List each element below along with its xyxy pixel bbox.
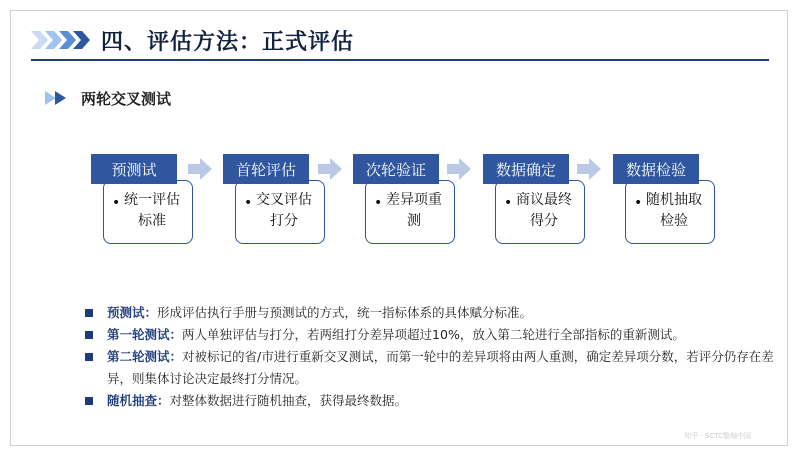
step-body-text: 交叉评估打分 (256, 192, 312, 229)
play-arrow-icon (45, 91, 73, 105)
note-term: 第二轮测试 (107, 349, 170, 364)
chevrons-icon (31, 31, 93, 49)
flow-arrow-icon (318, 158, 342, 180)
note-item (85, 390, 775, 412)
note-sep: ： (169, 349, 183, 364)
square-bullet-icon (85, 309, 93, 317)
step-head: 首轮评估 (223, 154, 309, 184)
bullet-dot: • (244, 195, 253, 211)
flow-arrow-icon (577, 158, 601, 180)
watermark: 知乎 · SCTC整编中国 (684, 432, 751, 440)
page-title: 四、评估方法：正式评估 (101, 30, 355, 55)
square-bullet-icon (85, 353, 93, 361)
step-body (365, 180, 455, 244)
square-bullet-icon (85, 397, 93, 405)
note-sep: ： (157, 393, 170, 408)
slide (10, 10, 788, 446)
flow-arrow-icon (447, 158, 471, 180)
step-body-text: 商议最终得分 (516, 192, 572, 229)
note-sep: ： (144, 305, 158, 320)
step-head: 数据确定 (483, 154, 569, 184)
note-term: 第一轮测试 (107, 327, 170, 342)
square-bullet-icon (85, 331, 93, 339)
note-text: 形成评估执行手册与预测试的方式，统一指标体系的具体赋分标准。 (157, 305, 533, 320)
flow-arrow-icon (188, 158, 212, 180)
header-divider (31, 59, 769, 61)
bullet-dot: • (112, 195, 121, 211)
step-head: 次轮验证 (353, 154, 439, 184)
step-body (235, 180, 325, 244)
step-body-text: 随机抽取检验 (646, 192, 702, 229)
bullet-dot: • (634, 195, 643, 211)
note-item (85, 302, 775, 324)
step-body-text: 统一评估标准 (124, 192, 180, 229)
step-head: 数据检验 (613, 154, 699, 184)
notes-list (85, 302, 775, 412)
step-body (625, 180, 715, 244)
section-title: 两轮交叉测试 (81, 90, 172, 108)
bullet-dot: • (504, 195, 513, 211)
note-text: 两人单独评估与打分，若两组打分差异项超过10%，放入第二轮进行全部指标的重新测试。 (182, 327, 685, 342)
bullet-dot: • (374, 195, 383, 211)
header (11, 11, 787, 61)
note-sep: ： (169, 327, 183, 342)
note-text: 对被标记的省/市进行重新交叉测试，而第一轮中的差异项将由两人重测，确定差异项分数，若评分仍存在差异，则集体讨论决定最终打分情况。 (107, 349, 774, 386)
note-term: 预测试 (107, 305, 145, 320)
note-term: 随机抽查 (107, 393, 158, 408)
step-head: 预测试 (91, 154, 177, 184)
step-body (495, 180, 585, 244)
step-body-text: 差异项重测 (386, 192, 442, 229)
step-body (103, 180, 193, 244)
note-item (85, 324, 775, 346)
note-item (85, 346, 775, 390)
note-text: 对整体数据进行随机抽查，获得最终数据。 (169, 393, 408, 408)
